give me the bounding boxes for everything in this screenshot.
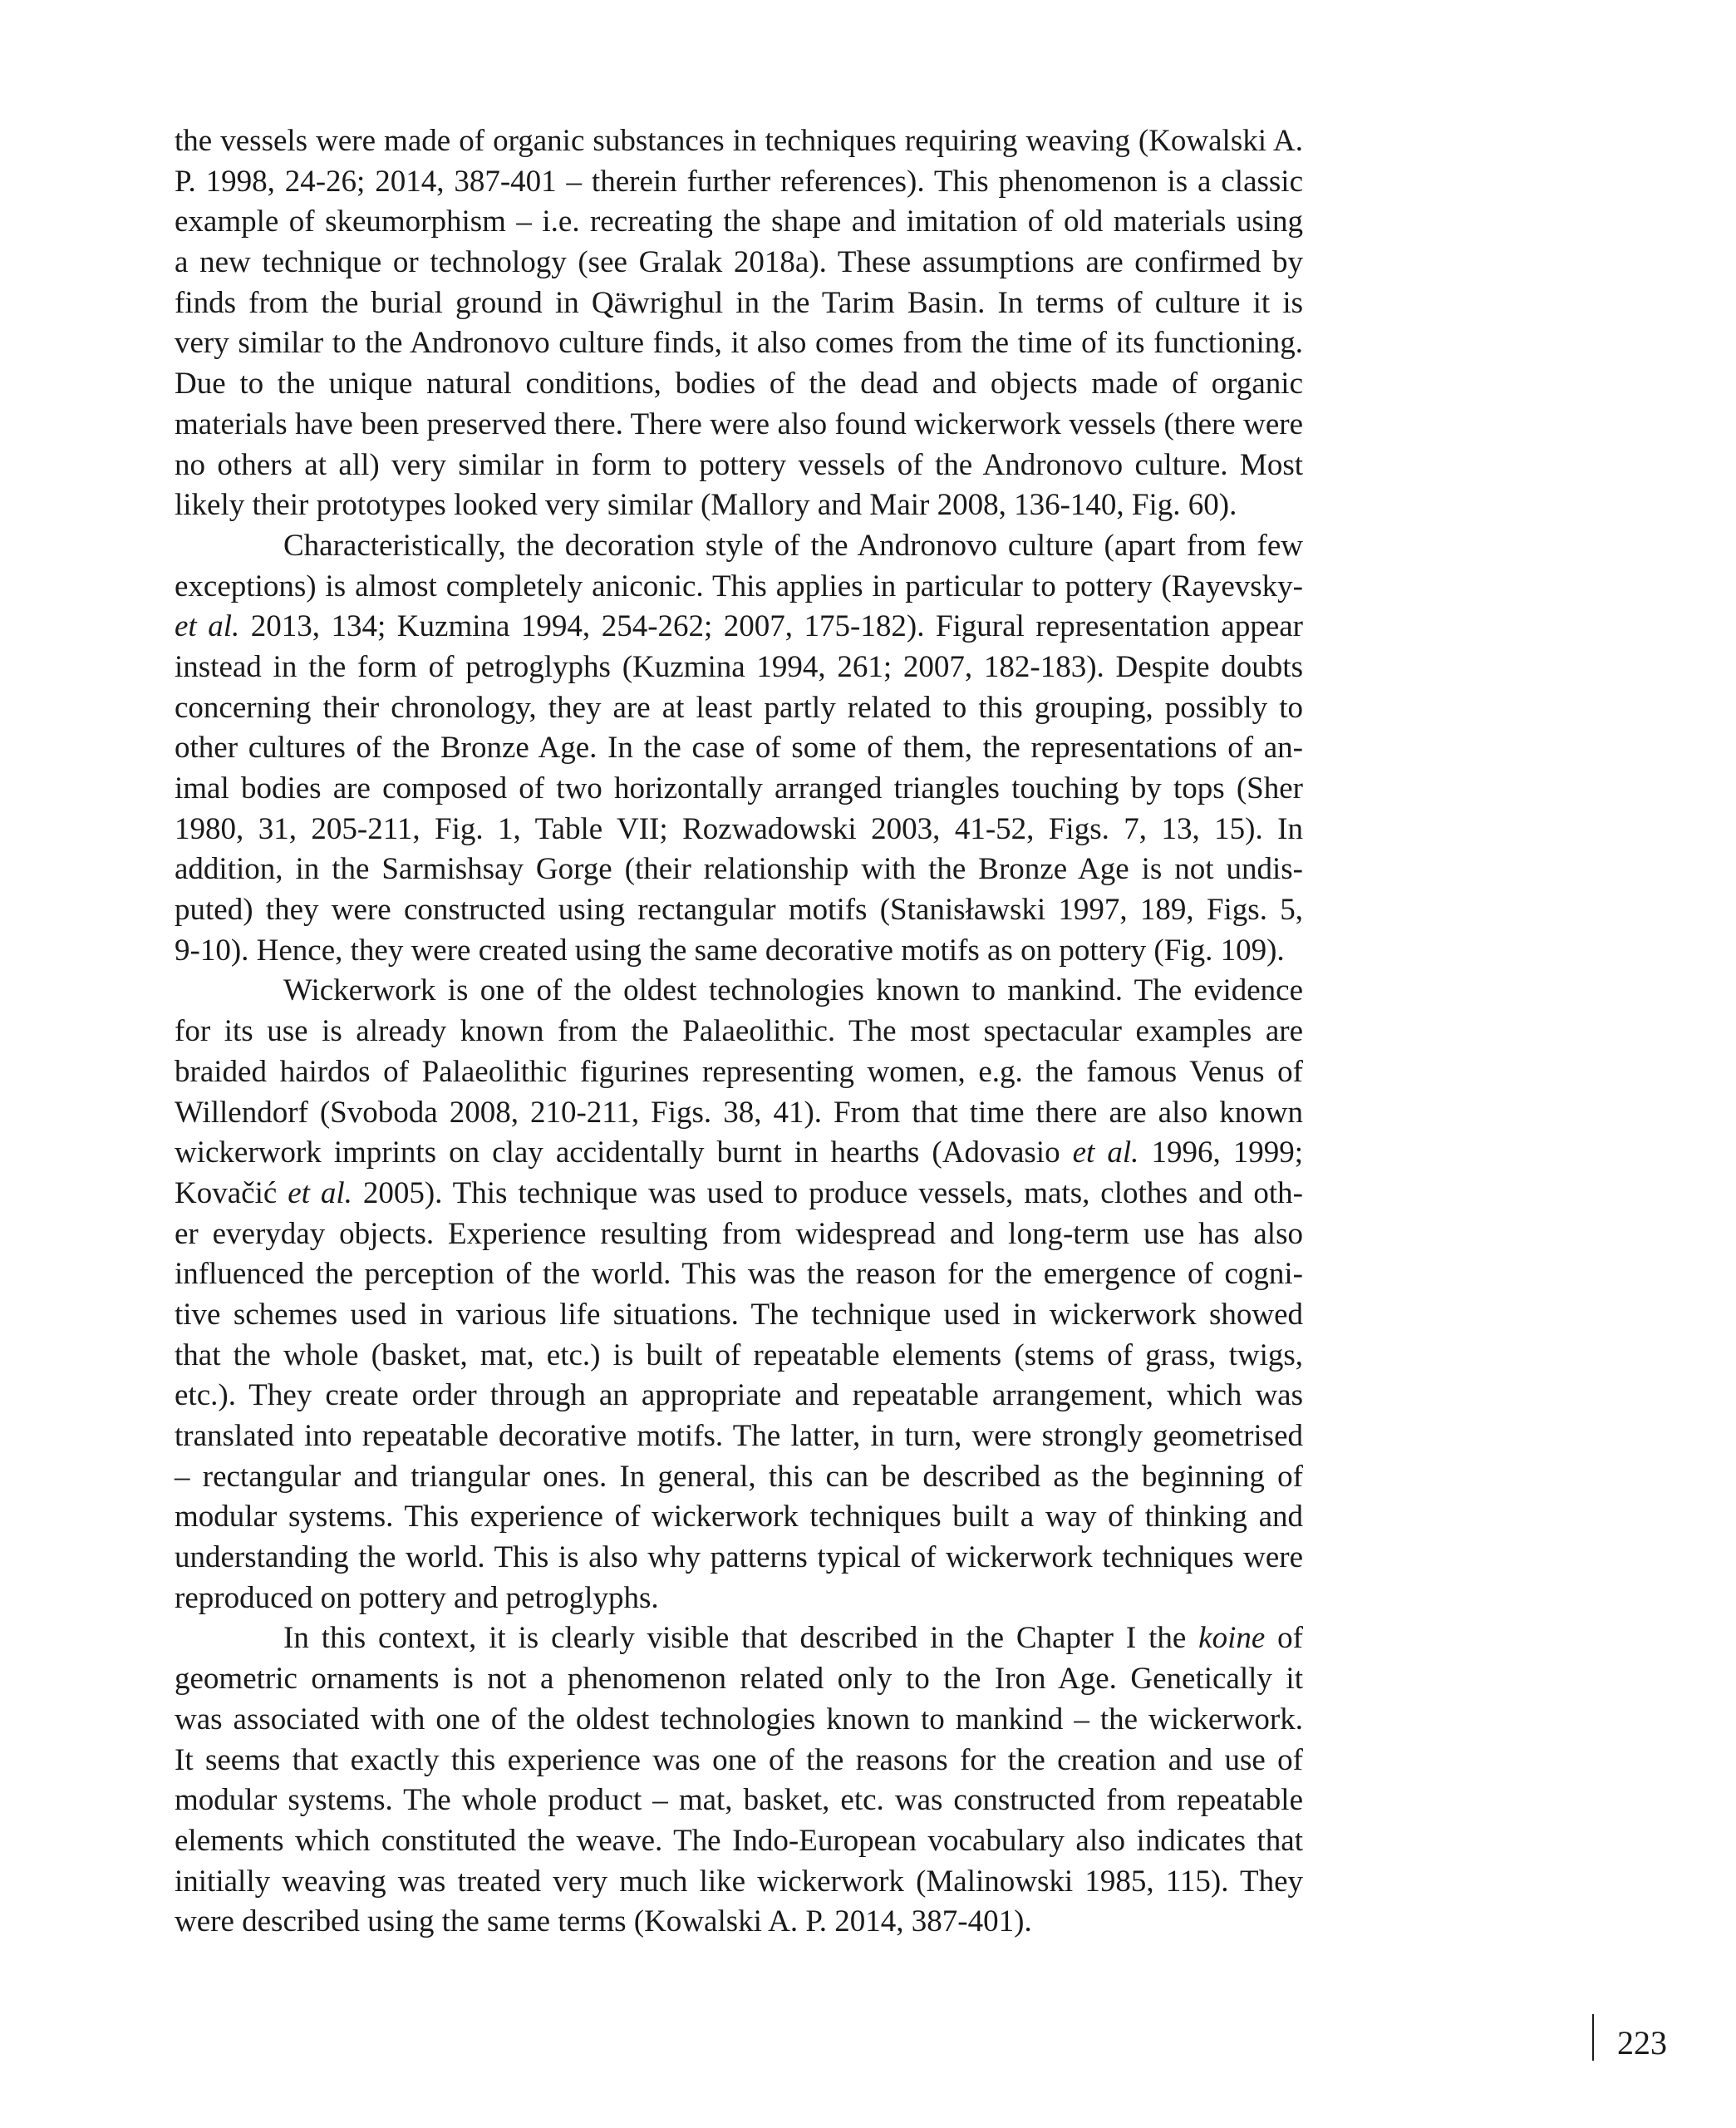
text-line xyxy=(175,688,1303,729)
page-number-rule xyxy=(1592,2014,1594,2061)
paragraph xyxy=(175,971,1303,1618)
text-segment: – rectangular and triangular ones. In general, this can be described as the beginning of xyxy=(175,1459,1303,1494)
text-segment: 9-10). Hence, they were created using the same decorative motifs as on pottery (Fig. 109). xyxy=(175,933,1285,968)
text-segment: likely their prototypes looked very similar (Mallory and Mair 2008, 136-140, Fig. 60). xyxy=(175,488,1237,523)
text-segment: Kovačić xyxy=(175,1175,288,1210)
text-segment: understanding the world. This is also why patterns typical of wickerwork techniques were xyxy=(175,1540,1303,1575)
text-line xyxy=(175,890,1303,931)
text-line xyxy=(175,1254,1303,1295)
text-segment: example of skeumorphism – i.e. recreating the shape and imitation of old materials using xyxy=(175,204,1303,239)
text-segment: geometric ornaments is not a phenomenon related only to the Iron Age. Genetically it xyxy=(175,1662,1303,1697)
text-line xyxy=(175,1741,1303,1781)
text-segment: wickerwork imprints on clay accidentally burnt in hearths (Adovasio xyxy=(175,1135,1073,1170)
text-line xyxy=(175,931,1303,972)
paragraph xyxy=(175,526,1303,972)
text-line xyxy=(175,1214,1303,1255)
text-segment: er everyday objects. Experience resulting from widespread and long-term use has also xyxy=(175,1216,1303,1251)
page-number: 223 xyxy=(1617,2024,1667,2062)
text-line xyxy=(175,1012,1303,1052)
text-segment: finds from the burial ground in Qäwrighul in the Tarim Basin. In terms of culture it is xyxy=(175,285,1303,320)
text-line xyxy=(175,1497,1303,1538)
text-segment: was associated with one of the oldest technologies known to mankind – the wickerwork. xyxy=(175,1702,1303,1736)
text-segment: exceptions) is almost completely aniconic. This applies in particular to pottery (Rayevsky- xyxy=(175,569,1303,603)
text-segment: Due to the unique natural conditions, bodies of the dead and objects made of organic xyxy=(175,367,1303,401)
text-line xyxy=(175,850,1303,890)
text-line xyxy=(175,1174,1303,1214)
text-segment: braided hairdos of Palaeolithic figurines representing women, e.g. the famous Venus of xyxy=(175,1054,1303,1089)
text-segment: 2013, 134; Kuzmina 1994, 254-262; 2007, 175-182). Figural representation appear xyxy=(239,609,1304,644)
paragraph xyxy=(175,121,1303,526)
paragraph xyxy=(175,1618,1303,1943)
text-line xyxy=(175,971,1303,1012)
text-segment: 2005). This technique was used to produce vessels, mats, clothes and oth- xyxy=(352,1175,1303,1210)
text-line xyxy=(175,1862,1303,1903)
italic-text: et al. xyxy=(288,1175,352,1210)
text-line xyxy=(175,1579,1303,1619)
text-line xyxy=(175,1052,1303,1093)
text-segment: elements which constituted the weave. The Indo-European vocabulary also indicates that xyxy=(175,1823,1303,1858)
text-segment: puted) they were constructed using rectangular motifs (Stanisławski 1997, 189, Figs. 5, xyxy=(175,893,1303,928)
text-segment: imal bodies are composed of two horizontally arranged triangles touching by tops (Sher xyxy=(175,771,1303,805)
text-segment: reproduced on pottery and petroglyphs. xyxy=(175,1580,659,1615)
text-line xyxy=(175,607,1303,648)
text-segment: etc.). They create order through an appropriate and repeatable arrangement, which was xyxy=(175,1378,1303,1413)
text-line xyxy=(175,1538,1303,1579)
text-segment: modular systems. This experience of wickerwork techniques built a way of thinking and xyxy=(175,1500,1303,1534)
text-segment: instead in the form of petroglyphs (Kuzmina 1994, 261; 2007, 182-183). Despite doubts xyxy=(175,649,1303,684)
text-line xyxy=(175,485,1303,526)
text-line xyxy=(175,446,1303,486)
text-line xyxy=(175,1700,1303,1741)
text-line xyxy=(175,405,1303,446)
text-line xyxy=(175,1618,1303,1659)
text-segment: very similar to the Andronovo culture finds, it also comes from the time of its functioning. xyxy=(175,326,1303,361)
text-segment: materials have been preserved there. There were also found wickerwork vessels (there were xyxy=(175,406,1303,441)
text-line xyxy=(175,243,1303,283)
text-segment: the vessels were made of organic substances in techniques requiring weaving (Kowalski A. xyxy=(175,124,1303,158)
text-segment: for its use is already known from the Palaeolithic. The most spectacular examples are xyxy=(175,1014,1303,1049)
text-segment: It seems that exactly this experience was one of the reasons for the creation and use of xyxy=(175,1742,1303,1777)
text-line xyxy=(175,202,1303,243)
text-segment: of xyxy=(1265,1621,1303,1656)
text-segment: that the whole (basket, mat, etc.) is built of repeatable elements (stems of grass, twigs, xyxy=(175,1337,1303,1372)
text-segment: Willendorf (Svoboda 2008, 210-211, Figs. 38, 41). From that time there are also known xyxy=(175,1095,1303,1130)
text-line xyxy=(175,728,1303,769)
text-segment: no others at all) very similar in form to pottery vessels of the Andronovo culture. Most xyxy=(175,447,1303,482)
italic-text: koine xyxy=(1198,1621,1266,1656)
text-segment: Wickerwork is one of the oldest technologies known to mankind. The evidence xyxy=(283,973,1303,1008)
text-line xyxy=(175,121,1303,162)
text-line xyxy=(175,162,1303,203)
text-segment: translated into repeatable decorative motifs. The latter, in turn, were strongly geometrised xyxy=(175,1419,1303,1453)
text-line xyxy=(175,567,1303,608)
text-segment: influenced the perception of the world. This was the reason for the emergence of cogni- xyxy=(175,1257,1303,1292)
text-line xyxy=(175,1902,1303,1943)
text-segment: addition, in the Sarmishsay Gorge (their relationship with the Bronze Age is not undis- xyxy=(175,852,1303,887)
text-line xyxy=(175,364,1303,405)
text-segment: 1996, 1999; xyxy=(1138,1135,1304,1170)
text-line xyxy=(175,1093,1303,1134)
text-segment: In this context, it is clearly visible that described in the Chapter I the xyxy=(283,1621,1199,1656)
text-segment: Characteristically, the decoration style of the Andronovo culture (apart from few xyxy=(283,528,1303,563)
text-segment: concerning their chronology, they are at least partly related to this grouping, possibly to xyxy=(175,690,1303,725)
text-line xyxy=(175,323,1303,364)
text-line xyxy=(175,1295,1303,1336)
text-segment: P. 1998, 24-26; 2014, 387-401 – therein further references). This phenomenon is a classic xyxy=(175,164,1303,199)
text-segment: tive schemes used in various life situations. The technique used in wickerwork showed xyxy=(175,1297,1303,1332)
text-segment: other cultures of the Bronze Age. In the case of some of them, the representations of an- xyxy=(175,731,1303,766)
text-line xyxy=(175,526,1303,567)
text-segment: initially weaving was treated very much like wickerwork (Malinowski 1985, 115). They xyxy=(175,1864,1303,1899)
text-line xyxy=(175,1457,1303,1498)
text-line xyxy=(175,1781,1303,1821)
text-line xyxy=(175,769,1303,810)
text-line xyxy=(175,1821,1303,1862)
text-segment: a new technique or technology (see Gralak 2018a). These assumptions are confirmed by xyxy=(175,245,1303,280)
text-segment: 1980, 31, 205-211, Fig. 1, Table VII; Rozwadowski 2003, 41-52, Figs. 7, 13, 15). In xyxy=(175,811,1303,846)
body-text xyxy=(175,121,1303,1943)
text-line xyxy=(175,1336,1303,1377)
text-line xyxy=(175,648,1303,688)
text-line xyxy=(175,1659,1303,1700)
text-line xyxy=(175,1376,1303,1416)
text-segment: were described using the same terms (Kowalski A. P. 2014, 387-401). xyxy=(175,1904,1032,1939)
text-segment: modular systems. The whole product – mat, basket, etc. was constructed from repeatable xyxy=(175,1783,1303,1818)
italic-text: et al. xyxy=(1072,1135,1139,1170)
text-line xyxy=(175,1416,1303,1457)
text-line xyxy=(175,1133,1303,1174)
text-line xyxy=(175,810,1303,850)
text-line xyxy=(175,283,1303,324)
italic-text: et al. xyxy=(175,609,240,644)
